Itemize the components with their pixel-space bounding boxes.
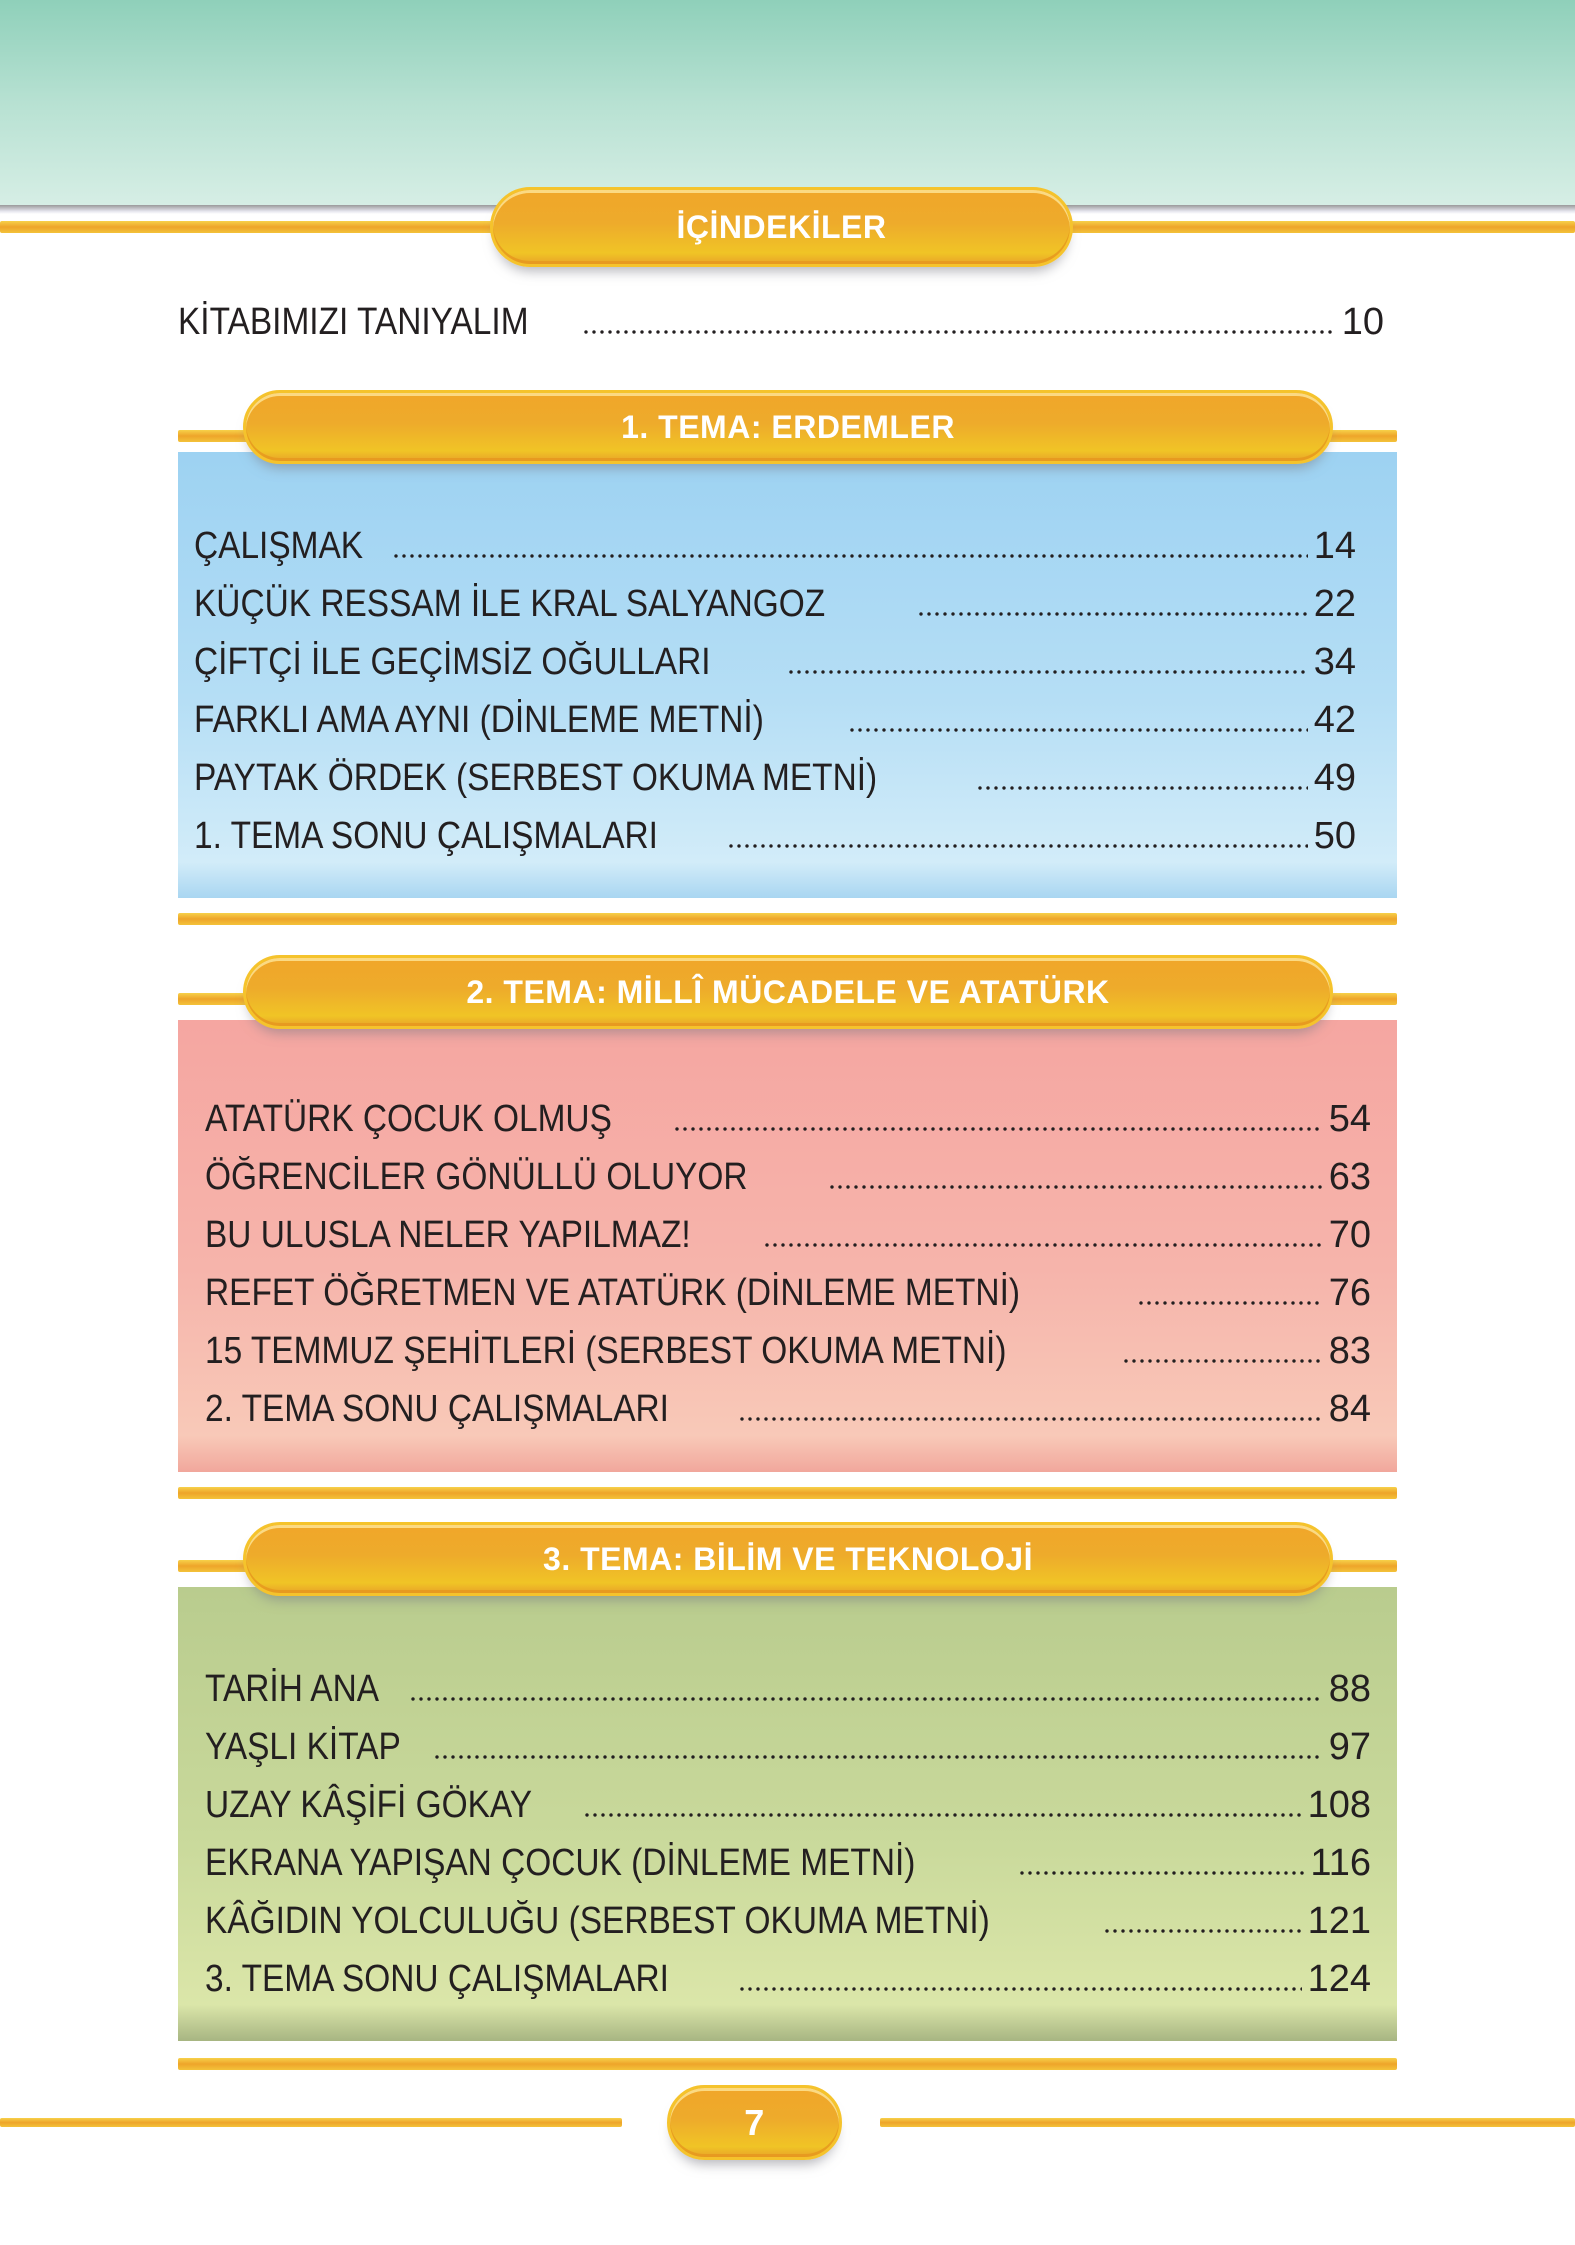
toc-entry-label: ÖĞRENCİLER GÖNÜLLÜ OLUYOR <box>205 1156 748 1198</box>
toc-entry[interactable] <box>205 1902 1371 1940</box>
toc-entry[interactable] <box>194 759 1356 797</box>
footer-line-right <box>880 2118 1575 2127</box>
toc-entry[interactable] <box>205 1332 1371 1370</box>
toc-entry-page: 63 <box>1328 1156 1371 1198</box>
dot-leader <box>828 1184 1323 1190</box>
dot-leader <box>976 785 1307 791</box>
theme-2-bottom-bar <box>178 1487 1397 1499</box>
dot-leader <box>433 1754 1322 1760</box>
toc-entry-label: BU ULUSLA NELER YAPILMAZ! <box>205 1214 691 1256</box>
toc-entry-page: 124 <box>1307 1958 1371 2000</box>
toc-entry-page: 121 <box>1307 1900 1371 1942</box>
theme-3-bottom-bar <box>178 2058 1397 2070</box>
dot-leader <box>738 1986 1301 1992</box>
toc-entry[interactable] <box>194 527 1356 565</box>
dot-leader <box>787 669 1308 675</box>
toc-entry-label: KÂĞIDIN YOLCULUĞU (SERBEST OKUMA METNİ) <box>205 1900 990 1942</box>
toc-entry-label: EKRANA YAPIŞAN ÇOCUK (DİNLEME METNİ) <box>205 1842 916 1884</box>
toc-entry-label: ÇALIŞMAK <box>194 525 364 567</box>
page-number-badge <box>667 2085 842 2160</box>
theme-3-title: 3. TEMA: BİLİM VE TEKNOLOJİ <box>543 1540 1033 1577</box>
toc-entry-page: 76 <box>1328 1272 1371 1314</box>
page-title: İÇİNDEKİLER <box>676 208 887 245</box>
toc-entry-page: 84 <box>1328 1388 1371 1430</box>
toc-entry[interactable] <box>205 1274 1371 1312</box>
toc-entry-label: KİTABIMIZI TANIYALIM <box>178 301 529 343</box>
toc-entry-page: 50 <box>1313 815 1356 857</box>
toc-entry-label: KÜÇÜK RESSAM İLE KRAL SALYANGOZ <box>194 583 826 625</box>
toc-entry-label: REFET ÖĞRETMEN VE ATATÜRK (DİNLEME METNİ) <box>205 1272 1021 1314</box>
toc-entry[interactable] <box>194 817 1356 855</box>
footer-line-left <box>0 2118 622 2127</box>
dot-leader <box>583 1812 1302 1818</box>
contents-title-badge <box>490 187 1073 267</box>
toc-entry-page: 54 <box>1328 1098 1371 1140</box>
toc-entry-page: 10 <box>1341 301 1384 343</box>
dot-leader <box>727 843 1307 849</box>
theme-1-title-badge <box>243 390 1333 464</box>
toc-entry-page: 49 <box>1313 757 1356 799</box>
toc-entry[interactable] <box>205 1216 1371 1254</box>
toc-entry-label: YAŞLI KİTAP <box>205 1726 401 1768</box>
theme-1-title: 1. TEMA: ERDEMLER <box>621 408 955 445</box>
toc-entry-label: ATATÜRK ÇOCUK OLMUŞ <box>205 1098 612 1140</box>
theme-3-title-badge <box>243 1522 1333 1596</box>
theme-2-title-badge <box>243 955 1333 1029</box>
toc-entry-page: 116 <box>1310 1842 1371 1884</box>
toc-entry[interactable] <box>194 643 1356 681</box>
toc-entry[interactable] <box>205 1100 1371 1138</box>
dot-leader <box>392 553 1308 559</box>
toc-entry-page: 97 <box>1328 1726 1371 1768</box>
dot-leader <box>409 1696 1323 1702</box>
toc-entry-label: 1. TEMA SONU ÇALIŞMALARI <box>194 815 658 857</box>
dot-leader <box>1122 1358 1323 1364</box>
top-banner <box>0 0 1575 205</box>
toc-entry[interactable] <box>194 701 1356 739</box>
theme-2-title: 2. TEMA: MİLLÎ MÜCADELE VE ATATÜRK <box>466 973 1110 1010</box>
dot-leader <box>738 1416 1322 1422</box>
toc-entry-page: 34 <box>1313 641 1356 683</box>
toc-entry[interactable] <box>205 1390 1371 1428</box>
toc-entry-label: FARKLI AMA AYNI (DİNLEME METNİ) <box>194 699 764 741</box>
toc-entry[interactable] <box>205 1960 1371 1998</box>
toc-entry[interactable] <box>205 1670 1371 1708</box>
toc-entry-page: 88 <box>1328 1668 1371 1710</box>
dot-leader <box>1018 1870 1304 1876</box>
toc-entry[interactable] <box>205 1786 1371 1824</box>
toc-entry-page: 14 <box>1313 525 1356 567</box>
page-number: 7 <box>744 2101 765 2143</box>
theme-1-bottom-bar <box>178 913 1397 925</box>
dot-leader <box>917 611 1307 617</box>
toc-entry-page: 22 <box>1313 583 1356 625</box>
toc-entry[interactable] <box>194 585 1356 623</box>
toc-entry-page: 42 <box>1313 699 1356 741</box>
dot-leader <box>763 1242 1323 1248</box>
toc-entry-label: PAYTAK ÖRDEK (SERBEST OKUMA METNİ) <box>194 757 878 799</box>
toc-entry-label: 3. TEMA SONU ÇALIŞMALARI <box>205 1958 669 2000</box>
dot-leader <box>673 1126 1322 1132</box>
toc-entry-page: 70 <box>1328 1214 1371 1256</box>
dot-leader <box>582 329 1335 335</box>
toc-entry-page: 83 <box>1328 1330 1371 1372</box>
toc-entry-intro[interactable] <box>178 303 1384 341</box>
toc-entry[interactable] <box>205 1728 1371 1766</box>
toc-entry-label: ÇİFTÇİ İLE GEÇİMSİZ OĞULLARI <box>194 641 711 683</box>
dot-leader <box>848 727 1308 733</box>
toc-entry-page: 108 <box>1307 1784 1371 1826</box>
toc-entry-label: TARİH ANA <box>205 1668 380 1710</box>
toc-entry-label: 2. TEMA SONU ÇALIŞMALARI <box>205 1388 669 1430</box>
toc-entry[interactable] <box>205 1844 1371 1882</box>
toc-entry[interactable] <box>205 1158 1371 1196</box>
dot-leader <box>1103 1928 1302 1934</box>
dot-leader <box>1137 1300 1323 1306</box>
toc-entry-label: 15 TEMMUZ ŞEHİTLERİ (SERBEST OKUMA METNİ) <box>205 1330 1007 1372</box>
toc-entry-label: UZAY KÂŞİFİ GÖKAY <box>205 1784 533 1826</box>
